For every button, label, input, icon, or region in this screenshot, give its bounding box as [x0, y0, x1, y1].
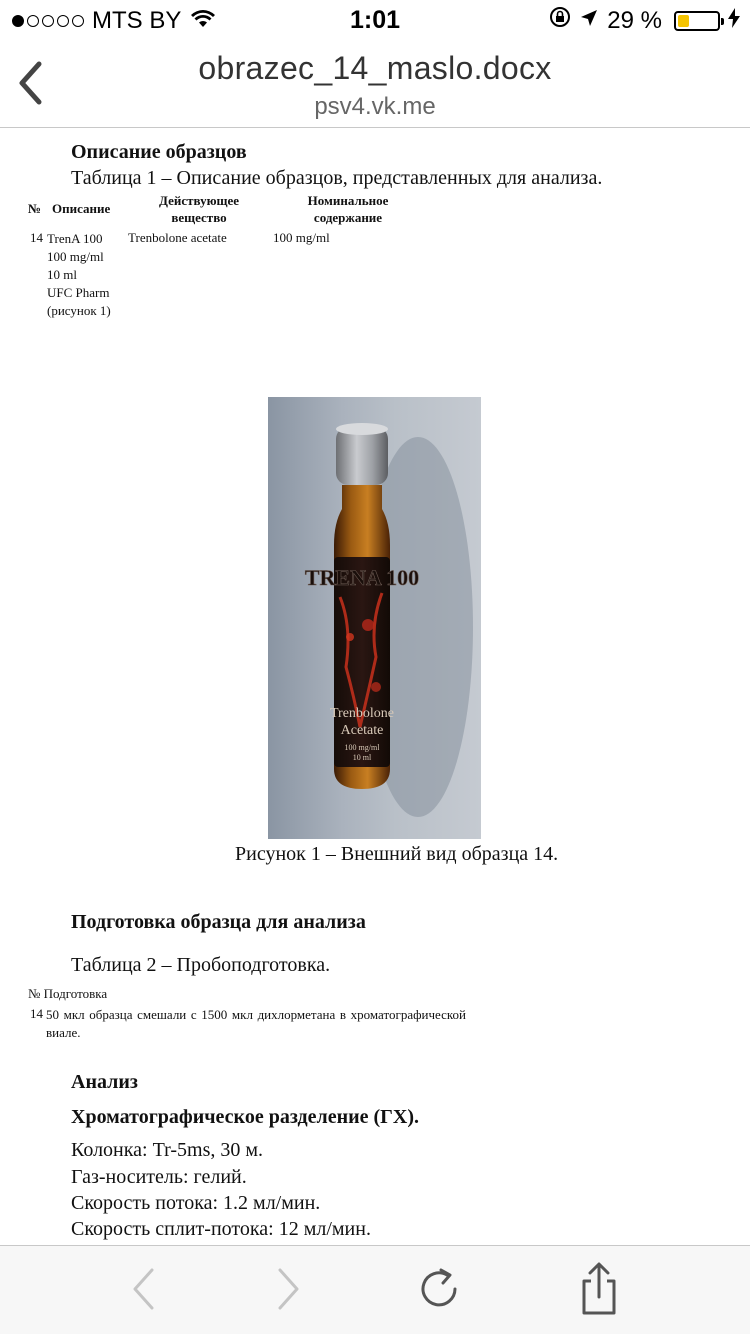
table1-header-active: Действующее вещество: [158, 193, 240, 225]
document-title: obrazec_14_maslo.docx: [198, 50, 552, 86]
table1-cell-active: Trenbolone acetate: [128, 230, 227, 245]
clock: 1:01: [349, 6, 401, 34]
vial-name-line-2: Acetate: [340, 723, 384, 738]
location-arrow-icon: [579, 7, 599, 35]
param-split-flow: Скорость сплит-потока: 12 мл/мин.: [71, 1218, 371, 1240]
table2-header: № Подготовка: [28, 986, 108, 1001]
share-icon: [577, 1261, 621, 1317]
table1-header-num: №: [28, 201, 42, 216]
rotation-lock-icon: [549, 6, 571, 35]
param-flow-rate: Скорость потока: 1.2 мл/мин.: [71, 1192, 321, 1214]
table2-cell-num: 14: [30, 1006, 43, 1021]
table1-cell-description: TrenA 100 100 mg/ml 10 ml UFC Pharm (рисунок 1): [47, 231, 111, 318]
section-heading-samples: Описание образцов: [71, 141, 247, 163]
table2-caption: Таблица 2 – Пробоподготовка.: [71, 954, 331, 976]
status-right-group: [549, 6, 740, 35]
share-button[interactable]: [574, 1264, 624, 1314]
table1-header-nominal: Номинальное содержание: [307, 193, 389, 225]
table1-cell-num: 14: [30, 230, 43, 245]
param-column: Колонка: Tr-5ms, 30 м.: [71, 1139, 264, 1161]
status-bar: [0, 0, 750, 40]
vial-name-line-1: Trenbolone: [329, 706, 395, 721]
section-heading-chromatography: Хроматографическое разделение (ГХ).: [71, 1106, 419, 1128]
chevron-right-icon: [276, 1267, 302, 1311]
reload-button[interactable]: [414, 1264, 464, 1314]
charging-bolt-icon: [728, 7, 740, 35]
vial-dose: 100 mg/ml: [344, 743, 380, 752]
chevron-left-icon: [130, 1267, 156, 1311]
bottom-toolbar: [0, 1245, 750, 1334]
sample-photo: [268, 397, 481, 839]
table2-cell-text: 50 мкл образца смешали с 1500 мкл дихлорметана в хроматографической виале.: [46, 1007, 466, 1040]
vial-volume: 10 ml: [352, 753, 372, 762]
reload-icon: [417, 1267, 461, 1311]
browser-back-button[interactable]: [118, 1264, 168, 1314]
carrier-name: MTS BY: [92, 7, 182, 34]
table1-caption: Таблица 1 – Описание образцов, представленных для анализа.: [71, 167, 603, 189]
section-heading-analysis: Анализ: [71, 1071, 138, 1093]
document-header: [0, 40, 750, 128]
battery-icon: [674, 11, 720, 31]
vial-brand-text: TRENA 100: [304, 565, 420, 590]
table1-cell-nominal: 100 mg/ml: [273, 230, 330, 245]
vial-image: [268, 397, 481, 839]
param-carrier-gas: Газ-носитель: гелий.: [71, 1166, 247, 1188]
figure1-caption: Рисунок 1 – Внешний вид образца 14.: [235, 843, 559, 865]
battery-percent: 29 %: [607, 6, 662, 34]
document-body[interactable]: [0, 129, 750, 1245]
browser-forward-button[interactable]: [264, 1264, 314, 1314]
table1-header-description: Описание: [52, 201, 111, 216]
section-heading-preparation: Подготовка образца для анализа: [71, 911, 366, 933]
document-source: psv4.vk.me: [314, 93, 436, 120]
